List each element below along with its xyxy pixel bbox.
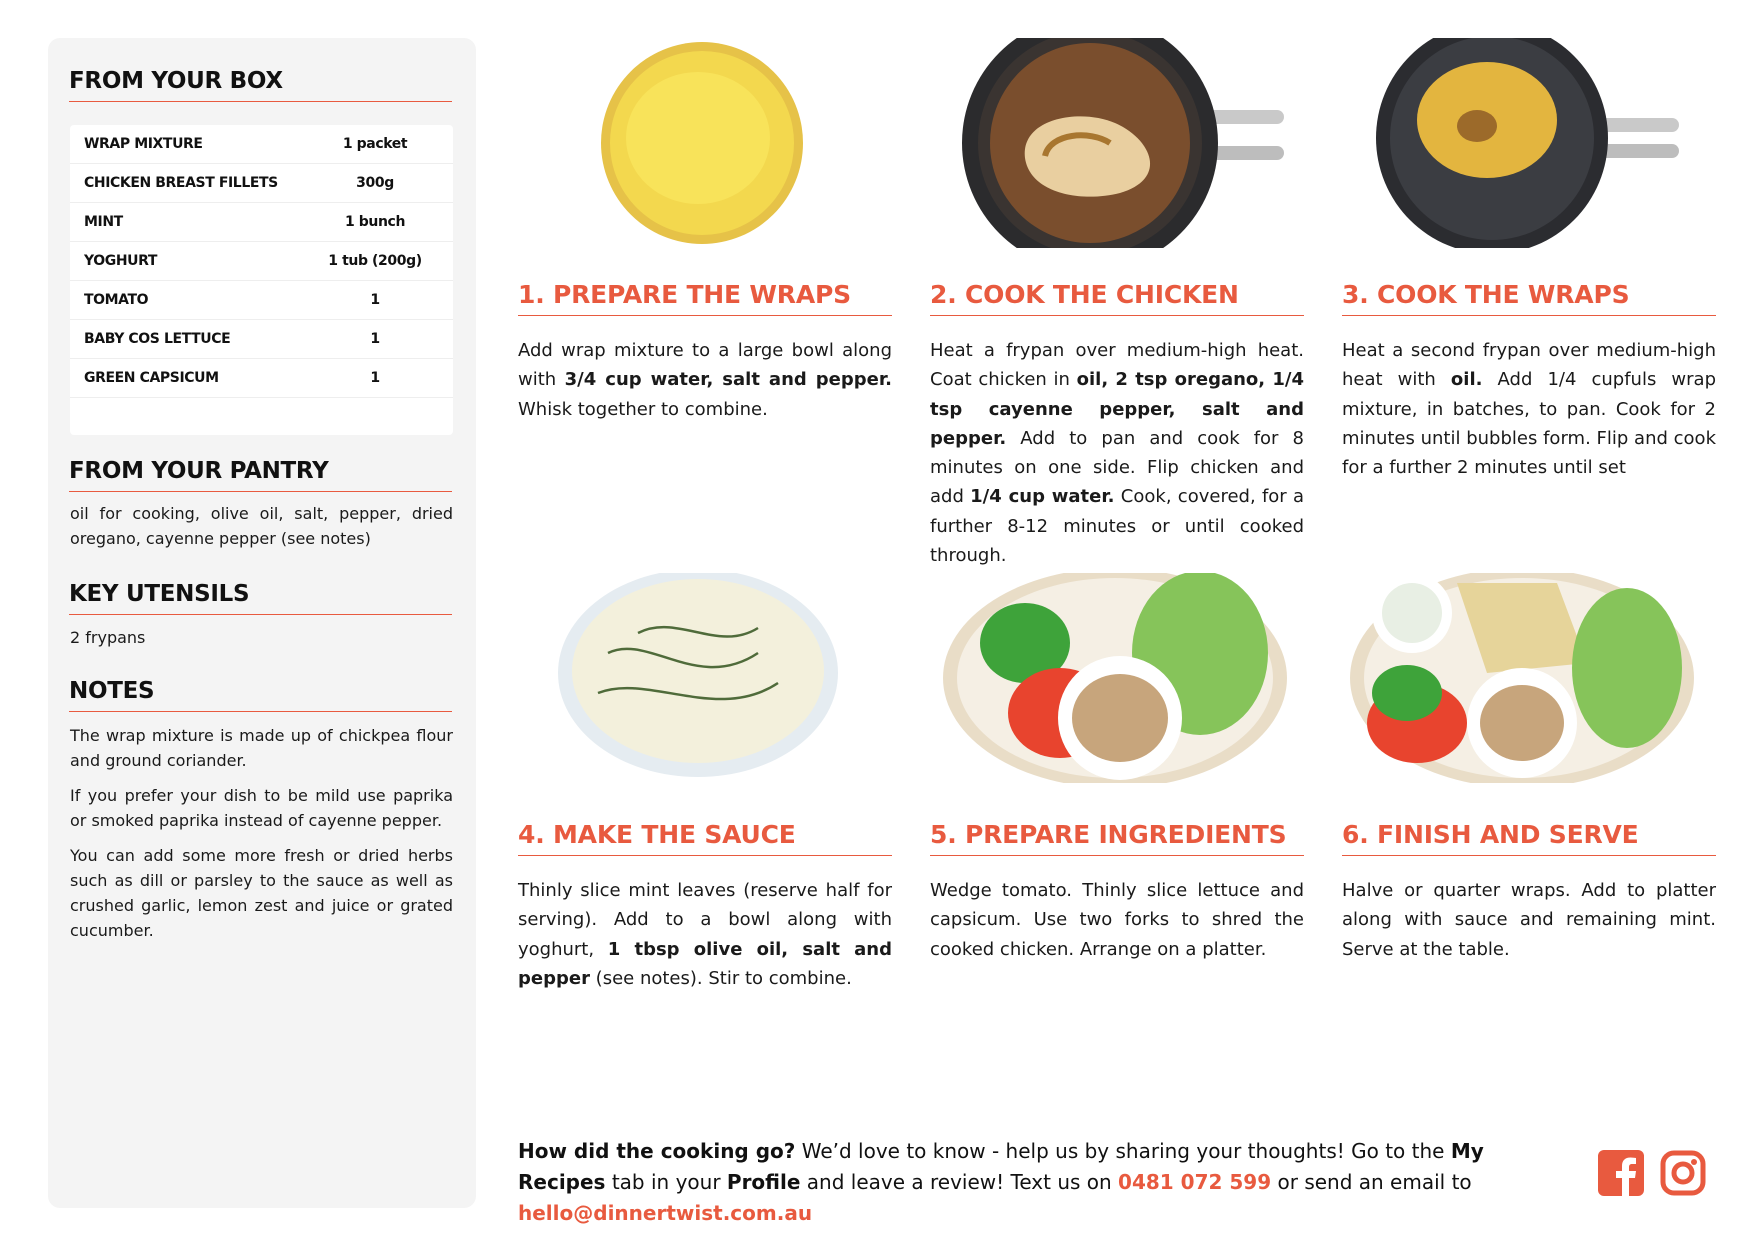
ingredient-name: WRAP MIXTURE <box>84 136 203 152</box>
step-1-title: 1. PREPARE THE WRAPS <box>518 280 892 316</box>
step-3-body <box>1342 336 1716 482</box>
table-row <box>70 242 453 281</box>
body-bold: 3/4 cup water, salt and pepper. <box>564 369 892 391</box>
step-3-title: 3. COOK THE WRAPS <box>1342 280 1716 316</box>
body-text: Whisk together to combine. <box>518 398 768 420</box>
step-6-title: 6. FINISH AND SERVE <box>1342 820 1716 856</box>
body-text: Add wrap mixture to a large bowl along with <box>518 340 892 391</box>
step-1-body <box>518 336 892 424</box>
ingredient-qty: 1 tub (200g) <box>328 253 422 269</box>
note-item: If you prefer your dish to be mild use paprika or smoked paprika instead of cayenne pepper. <box>70 786 453 830</box>
ingredient-qty: 1 bunch <box>344 214 406 230</box>
body-bold: oil, 2 tsp oregano, 1/4 tsp cayenne pepper, salt and pepper. <box>930 369 1304 449</box>
phone-link[interactable]: 0481 072 599 <box>1118 1170 1272 1194</box>
ingredient-qty: 1 <box>370 370 380 386</box>
wrap-batter-bowl-image <box>518 38 888 248</box>
table-row <box>70 320 453 359</box>
email-link[interactable]: hello@dinnertwist.com.au <box>518 1201 813 1225</box>
key-utensils-title: KEY UTENSILS <box>69 581 452 615</box>
utensils-text: 2 frypans <box>70 628 146 647</box>
step-6-body <box>1342 876 1716 964</box>
ingredients-sidebar <box>48 38 476 1208</box>
footer-text: and leave a review! Text us on <box>800 1170 1119 1194</box>
box-ingredients-table <box>70 125 453 435</box>
body-text: Thinly slice mint leaves (reserve half for serving). Add to a bowl along with yoghurt, <box>518 880 892 960</box>
body-text: Add to pan and cook for 8 minutes on one side. Flip chicken and add <box>930 427 1304 508</box>
table-row <box>70 203 453 242</box>
step-2-title: 2. COOK THE CHICKEN <box>930 280 1304 316</box>
ingredient-qty: 300g <box>356 175 394 191</box>
body-bold: 1 tbsp olive oil, salt and pepper <box>518 938 893 989</box>
body-text: Heat a second frypan over medium-high heat with <box>1342 340 1716 391</box>
ingredient-name: MINT <box>84 214 123 230</box>
table-row <box>70 164 453 203</box>
my-recipes-link[interactable]: My Recipes <box>518 1139 1484 1194</box>
ingredient-name: BABY COS LETTUCE <box>84 331 231 347</box>
ingredient-qty: 1 packet <box>342 136 408 152</box>
table-row <box>70 125 453 164</box>
from-your-box-title: FROM YOUR BOX <box>69 68 452 102</box>
pantry-text: oil for cooking, olive oil, salt, pepper, dried oregano, cayenne pepper (see notes) <box>70 504 453 548</box>
ingredient-name: TOMATO <box>84 292 149 308</box>
notes-list <box>70 723 453 953</box>
body-text: Add 1/4 cupfuls wrap mixture, in batches, to pan. Cook for 2 minutes until bubbles form. Flip and cook for a further 2 minutes until set <box>1342 369 1716 479</box>
body-text: Wedge tomato. Thinly slice lettuce and capsicum. Use two forks to shred the cooked chicken. Arrange on a platter. <box>930 880 1304 960</box>
body-text: Heat a frypan over medium-high heat. Coat chicken in <box>930 340 1304 391</box>
note-item: The wrap mixture is made up of chickpea flour and ground coriander. <box>70 726 453 770</box>
step-5-body <box>930 876 1304 964</box>
body-text: Halve or quarter wraps. Add to platter along with sauce and remaining mint. Serve at the table. <box>1342 880 1716 960</box>
chicken-in-frypan-image <box>930 38 1300 248</box>
body-bold: 1/4 cup water. <box>970 486 1115 508</box>
note-item: You can add some more fresh or dried herbs such as dill or parsley to the sauce as well as crushed garlic, lemon zest and juice or grated cucumber. <box>70 846 453 940</box>
feedback-footer <box>518 1136 1578 1229</box>
notes-title: NOTES <box>69 678 452 712</box>
ingredient-name: YOGHURT <box>84 253 158 269</box>
ingredients-platter-image <box>930 573 1300 783</box>
step-5-title: 5. PREPARE INGREDIENTS <box>930 820 1304 856</box>
footer-question: How did the cooking go? <box>518 1139 796 1163</box>
profile-link[interactable]: Profile <box>726 1170 801 1194</box>
table-row <box>70 359 453 398</box>
facebook-icon[interactable] <box>1598 1150 1644 1196</box>
table-row <box>70 281 453 320</box>
ingredient-name: GREEN CAPSICUM <box>84 370 219 386</box>
step-4-body <box>518 876 892 993</box>
body-text: (see notes). Stir to combine. <box>589 967 852 989</box>
footer-text: or send an email to <box>1271 1170 1472 1194</box>
mint-yoghurt-sauce-bowl-image <box>518 573 888 783</box>
ingredient-qty: 1 <box>370 331 380 347</box>
body-bold: oil. <box>1450 369 1483 391</box>
footer-text: tab in your <box>605 1170 727 1194</box>
ingredient-name: CHICKEN BREAST FILLETS <box>84 175 278 191</box>
body-text: Cook, covered, for a further 8-12 minutes or until cooked through. <box>930 486 1304 567</box>
wrap-in-frypan-image <box>1337 38 1707 248</box>
step-2-body <box>930 336 1304 570</box>
served-platter-image <box>1337 573 1707 783</box>
instagram-icon[interactable] <box>1660 1150 1706 1196</box>
footer-text: We’d love to know - help us by sharing your thoughts! Go to the <box>795 1139 1451 1163</box>
ingredient-qty: 1 <box>370 292 380 308</box>
from-your-pantry-title: FROM YOUR PANTRY <box>69 458 452 492</box>
step-4-title: 4. MAKE THE SAUCE <box>518 820 892 856</box>
